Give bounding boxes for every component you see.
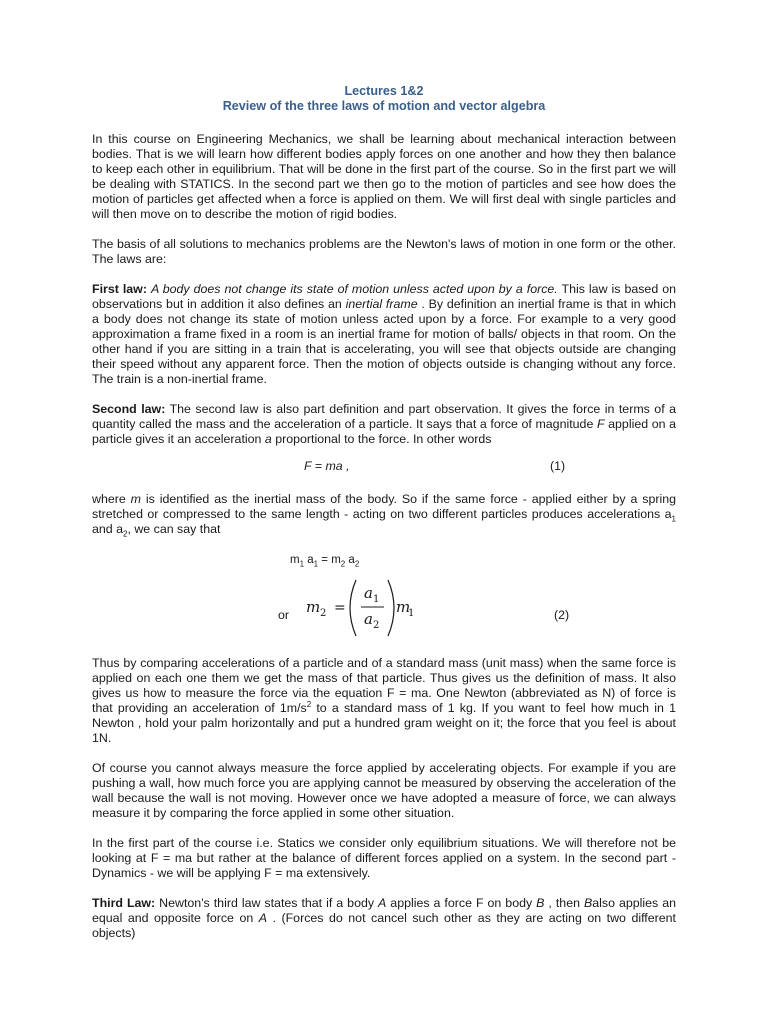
- mass-sub-1: 1: [671, 514, 676, 524]
- second-law-label: Second law:: [92, 402, 166, 416]
- var-m: m: [130, 492, 141, 506]
- first-law-paragraph: [92, 282, 676, 387]
- first-law-text-a: This law is based on observations but in addition it also defines an: [92, 282, 676, 311]
- basis-paragraph: The basis of all solutions to mechanics problems are the Newton's laws of motion in one form or the other. The laws are:: [92, 237, 676, 266]
- eq2-rhs-sub: 1: [408, 608, 415, 619]
- eq-a2-sub: 2: [354, 559, 360, 569]
- mass-text-a: where: [92, 492, 131, 506]
- equation-2-number: (2): [554, 608, 570, 622]
- eq2-equals: =: [334, 600, 346, 616]
- var-F: F: [596, 417, 605, 431]
- eq-m2-sub: 2: [340, 559, 346, 569]
- third-law-text-a: Newton's third law states that if a body: [155, 896, 379, 910]
- equation-1-number: (1): [550, 459, 566, 473]
- thus-text-a: Thus by comparing accelerations of a particle and of a standard mass (unit mass) when the same force is applied on each one them we get the mass of that particle. Thus gives us the definition of mass. It also gives us how to measure the force via the equation F = ma. One Newton (abbreviated as N) of force is that providing an acceleration of 1m/s: [92, 656, 676, 715]
- second-law-paragraph: [92, 402, 676, 447]
- document-page: [92, 84, 676, 956]
- eq2-lhs-sub: 2: [320, 608, 327, 619]
- lecture-title: Review of the three laws of motion and vector algebra: [222, 99, 546, 113]
- eq2-rhs: m: [396, 598, 411, 616]
- var-A2: A: [258, 911, 268, 925]
- thus-sup: 2: [306, 699, 312, 709]
- eq-m1: m: [290, 554, 300, 566]
- third-law-text-c: , then: [544, 896, 584, 910]
- eq2-numerator-sub: 1: [373, 594, 380, 605]
- eq2-lhs: m: [306, 598, 321, 616]
- third-law-text-d: also applies an equal and opposite force on: [92, 896, 676, 925]
- equation-2: [304, 574, 484, 644]
- mass-paragraph: [92, 492, 676, 537]
- eq-a2: a: [345, 554, 355, 566]
- or-label: or: [278, 608, 290, 622]
- equation-2-row: [92, 574, 676, 644]
- measure-force-paragraph: Of course you cannot always measure the force applied by accelerating objects. For example if you are pushing a wall, how much force you are applying cannot be measured by observing the acceleration of the wall because the wall is not moving. However once we have adopted a measure of force, we can always measure it by comparing the force applied in some other situation.: [92, 761, 676, 820]
- eq2-denominator-sub: 2: [373, 620, 380, 631]
- thus-text-b: to a standard mass of 1 kg. If you want to feel how much in 1 Newton , hold your palm horizontally and put a hundred gram weight on it; the force that you feel is about 1N.: [92, 701, 676, 745]
- equation-1: F = ma ,: [304, 459, 350, 473]
- first-law-text-b: . By definition an inertial frame is that in which a body does not change its state of motion unless acted upon by a force. For example to a very good approximation a frame fixed in a room is an inertial frame for motion of balls/ objects in that room. On the other hand if you are sitting in a train that is accelerating, you will see that objects outside are changing their speed without any apparent force. Then the motion of objects outside is changing without any force. The train is a non-inertial frame.: [92, 297, 676, 386]
- second-law-text-b: applied on a particle gives it an acceleration: [92, 417, 676, 446]
- inertial-frame-term: inertial frame: [345, 297, 418, 311]
- eq2-right-paren: [388, 580, 394, 636]
- eq2-left-paren: [350, 580, 356, 636]
- statics-paragraph: In the first part of the course i.e. Statics we consider only equilibrium situations. We will therefore not be looking at F = ma but rather at the balance of different forces applied on a system. In the second part - Dynamics - we will be applying F = ma extensively.: [92, 836, 676, 880]
- third-law-text-b: applies a force F on body: [386, 896, 537, 910]
- eq-a1-sub: 1: [313, 559, 319, 569]
- second-law-text-c: proportional to the force. In other words: [271, 432, 492, 446]
- mass-ratio-equation-row: [92, 553, 676, 568]
- var-a: a: [264, 432, 272, 446]
- eq-a1: a: [304, 554, 314, 566]
- var-A: A: [378, 896, 387, 910]
- mass-ratio-equation: [290, 553, 359, 568]
- eq-m1-sub: 1: [299, 559, 305, 569]
- mass-text-b: is identified as the inertial mass of the body. So if the same force - applied either by a spring stretched or compressed to the same length - acting on two different particles produces accelerations a: [92, 492, 676, 521]
- eq2-denominator: a: [364, 610, 373, 628]
- first-law-label: First law:: [92, 282, 147, 296]
- eq2-numerator: a: [364, 584, 373, 602]
- newton-definition-paragraph: [92, 656, 676, 746]
- mass-text-d: , we can say that: [127, 522, 221, 536]
- mass-text-c: and a: [92, 522, 124, 536]
- second-law-text-a: The second law is also part definition and part observation. It gives the force in terms of a quantity called the mass and the acceleration of a particle. It says that a force of magnitude: [92, 402, 676, 431]
- mass-sub-2: 2: [123, 529, 128, 539]
- intro-paragraph: In this course on Engineering Mechanics, we shall be learning about mechanical interaction between bodies. That is we will learn how different bodies apply forces on one another and how they then balance to keep each other in equilibrium. That will be done in the first part of the course. So in the first part we will be dealing with STATICS. In the second part we then go to the motion of particles and see how does the motion of particles get affected when a force is applied on them. We will first deal with single particles and will then move on to describe the motion of rigid bodies.: [92, 132, 676, 221]
- var-B: B: [536, 896, 545, 910]
- eq-m2: = m: [318, 554, 341, 566]
- document-header: [92, 84, 676, 114]
- third-law-label: Third Law:: [92, 896, 156, 910]
- equation-1-row: [92, 459, 676, 474]
- third-law-paragraph: [92, 896, 676, 941]
- third-law-text-e: . (Forces do not cancel such other as they are acting on two different objects): [92, 911, 676, 940]
- lecture-number: Lectures 1&2: [344, 84, 424, 98]
- first-law-statement: A body does not change its state of motion unless acted upon by a force.: [150, 282, 558, 296]
- var-B2: B: [583, 896, 593, 910]
